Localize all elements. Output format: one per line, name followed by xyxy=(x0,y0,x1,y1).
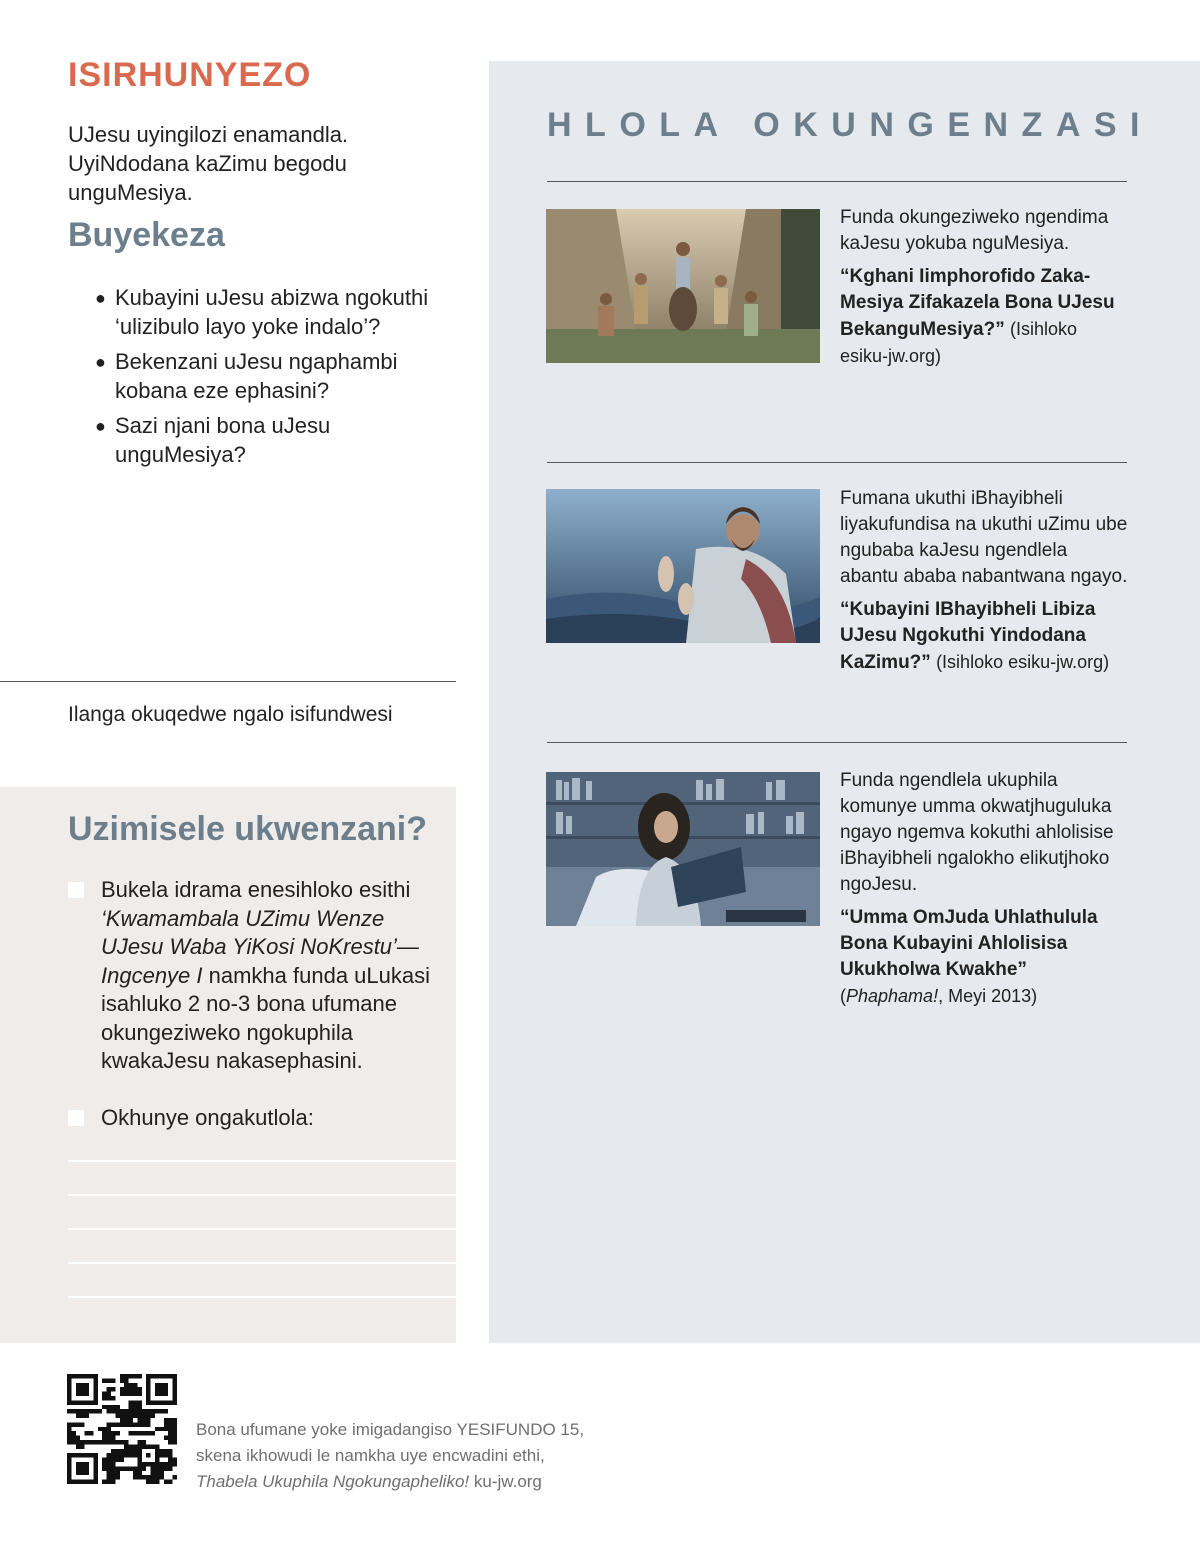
resource-text: Funda okungeziweko ngendima kaJesu yokuba nguMesiya. “Kghani Iimphorofido Zaka-Mesiya Zifakazela Bona UJesu BekanguMesiya?” (Isihloko esiku-jw.org) xyxy=(840,207,1115,366)
writing-line[interactable] xyxy=(68,1296,456,1298)
jesus-entering-jerusalem-image xyxy=(546,209,820,363)
goal-date-label: Ilanga okuqedwe ngalo isifundwesi xyxy=(68,703,393,726)
bullet-icon: ● xyxy=(95,416,106,436)
resource-title-link[interactable]: “Umma OmJuda Uhlathulula Bona Kubayini Ahlolisisa Ukukholwa Kwakhe” xyxy=(840,907,1098,980)
try-this-heading: Uzimisele ukwenzani? xyxy=(68,810,427,848)
divider xyxy=(547,462,1127,463)
review-item: ● Kubayini uJesu abizwa ngokuthi ‘ulizibulo layo yoke indalo’? xyxy=(95,285,429,339)
explore-heading: HLOLA OKUNGENZASI xyxy=(547,106,1154,144)
try-this-item: Okhunye ongakutlola: xyxy=(68,1104,438,1133)
writing-line[interactable] xyxy=(68,1228,456,1230)
resource-text: Funda ngendlela ukuphila komunye umma okwatjhuguluka ngayo ngemva kokuthi ahlolisise iBhayibheli ngalokho elikutjhoko ngoJesu. “Umma OmJuda Uhlathulula Bona Kubayini Ahlolisisa Ukukholwa Kwakhe” (Phaphama!, Meyi 2013) xyxy=(840,770,1114,1006)
jesus-praying-image xyxy=(546,489,820,643)
resource-text: Fumana ukuthi iBhayibheli liyakufundisa na ukuthi uZimu ube ngubaba kaJesu ngendlela abantu ababa nabantwana ngayo. “Kubayini IBhayibheli Libiza UJesu Ngokuthi Yindodana KaZimu?” (Isihloko esiku-jw.org) xyxy=(840,488,1128,673)
review-list xyxy=(95,284,465,476)
summary-text: UJesu uyingilozi enamandla. UyiNdodana kaZimu begodu unguMesiya. xyxy=(68,122,349,205)
checkbox[interactable] xyxy=(68,882,84,898)
writing-line[interactable] xyxy=(68,1160,456,1162)
review-item: ● Bekenzani uJesu ngaphambi kobana eze ephasini? xyxy=(95,349,398,403)
goal-divider xyxy=(0,681,456,682)
footer-text: Bona ufumane yoke imigadangiso YESIFUNDO 15, skena ikhowudi le namkha uye encwadini ethi, Thabela Ukuphila Ngokungapheliko! ku-jw.org xyxy=(196,1420,585,1491)
summary-heading: ISIRHUNYEZO xyxy=(68,56,312,94)
bullet-icon: ● xyxy=(95,352,106,372)
divider xyxy=(547,742,1127,743)
writing-line[interactable] xyxy=(68,1262,456,1264)
checkbox[interactable] xyxy=(68,1110,84,1126)
qr-code-icon[interactable] xyxy=(67,1374,177,1484)
review-heading: Buyekeza xyxy=(68,216,225,254)
woman-reading-bible-image xyxy=(546,772,820,926)
divider xyxy=(547,181,1127,182)
writing-line[interactable] xyxy=(68,1194,456,1196)
try-this-item: Bukela idrama enesihloko esithi ‘Kwamambala UZimu Wenze UJesu Waba YiKosi NoKrestu’—Ingcenye I namkha funda uLukasi isahluko 2 no-3 bona ufumane okungeziweko ngokuphila kwakaJesu nakasephasini. xyxy=(68,876,438,1076)
review-item: ● Sazi njani bona uJesu unguMesiya? xyxy=(95,413,331,467)
bullet-icon: ● xyxy=(95,288,106,308)
resource-title-link[interactable]: “Kubayini IBhayibheli Libiza UJesu Ngokuthi Yindodana KaZimu?” xyxy=(840,599,1096,673)
resource-title-link[interactable]: “Kghani Iimphorofido Zaka-Mesiya Zifakazela Bona UJesu BekanguMesiya?” xyxy=(840,266,1115,340)
